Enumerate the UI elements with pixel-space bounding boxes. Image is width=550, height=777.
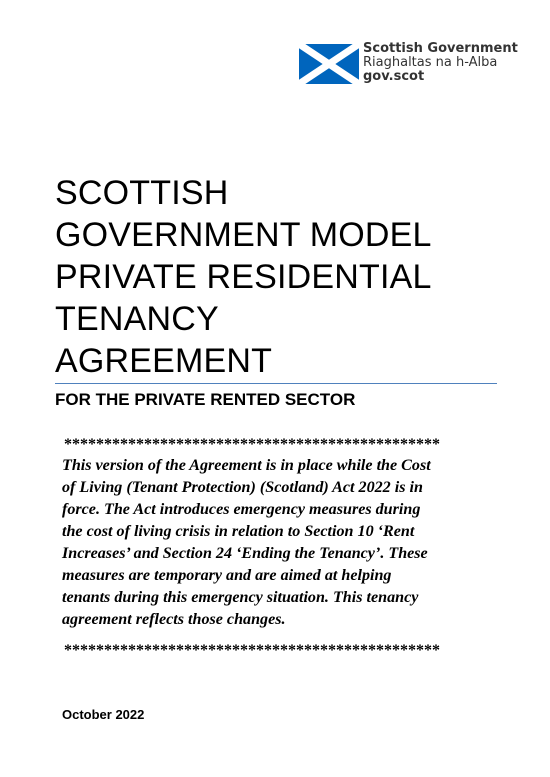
saltire-flag-icon [299,44,359,84]
notice-separator-top: *********************************************** [64,437,440,453]
notice-line: Increases’ and Section 24 ‘Ending the Tenancy’. These [62,545,428,562]
publication-date: October 2022 [62,707,145,722]
notice-line: measures are temporary and are aimed at helping [62,567,392,584]
notice-line: agreement reflects those changes. [62,611,286,628]
notice-line: tenants during this emergency situation. This tenancy [62,589,419,606]
logo-line-govscot: gov.scot [363,69,425,84]
logo-line-english: Scottish Government [363,41,518,56]
title-line: SCOTTISH [55,174,229,212]
notice-line: of Living (Tenant Protection) (Scotland) Act 2022 is in [62,479,423,496]
title-line: GOVERNMENT MODEL [55,216,432,254]
notice-paragraph [62,455,502,631]
notice-line: the cost of living crisis in relation to Section 10 ‘Rent [62,523,415,540]
notice-line: This version of the Agreement is in place while the Cost [62,457,431,474]
title-divider [55,383,497,384]
logo-line-gaelic: Riaghaltas na h-Alba [363,55,498,70]
title-line: PRIVATE RESIDENTIAL [55,258,432,296]
logo-wordmark [363,42,518,84]
title-line: AGREEMENT [55,342,273,380]
title-line: TENANCY [55,300,219,338]
notice-line: force. The Act introduces emergency measures during [62,501,421,518]
document-subtitle: FOR THE PRIVATE RENTED SECTOR [55,390,356,409]
document-title [55,172,525,382]
notice-separator-bottom: *********************************************** [64,643,440,659]
scottish-government-logo [299,41,518,84]
